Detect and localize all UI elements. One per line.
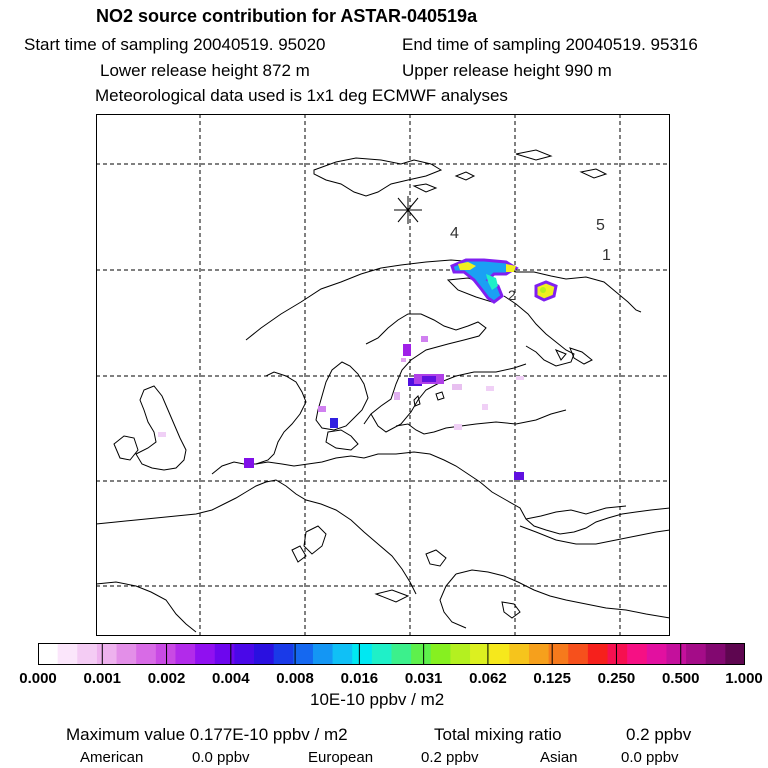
- colorbar: [38, 643, 745, 665]
- colorbar-swatch: [313, 643, 333, 665]
- colorbar-swatch: [392, 643, 412, 665]
- marker-label-5: 5: [596, 217, 605, 234]
- colorbar-swatch: [136, 643, 156, 665]
- colorbar-swatch: [431, 643, 451, 665]
- colorbar-swatch: [215, 643, 235, 665]
- colorbar-tick-label: 0.004: [212, 670, 250, 687]
- european-label: European: [308, 749, 374, 766]
- colorbar-swatch: [725, 643, 745, 665]
- colorbar-tick-label: 0.001: [83, 670, 122, 687]
- colorbar-swatch: [588, 643, 608, 665]
- colorbar-swatch: [470, 643, 490, 665]
- marker-label-4: 4: [450, 225, 459, 242]
- colorbar-swatch: [568, 643, 588, 665]
- american-value: 0.0 ppbv: [192, 749, 250, 766]
- colorbar-swatch: [352, 643, 372, 665]
- asian-value: 0.0 ppbv: [621, 749, 679, 766]
- colorbar-swatch: [372, 643, 392, 665]
- colorbar-swatch: [608, 643, 628, 665]
- colorbar-swatch: [156, 643, 176, 665]
- total-mixing-ratio-label: Total mixing ratio: [434, 725, 562, 744]
- total-mixing-ratio-value: 0.2 ppbv: [626, 725, 692, 744]
- end-time-text: End time of sampling 20040519. 95316: [402, 35, 698, 54]
- map-frame: [97, 115, 670, 636]
- colorbar-swatch: [333, 643, 353, 665]
- colorbar-swatch: [38, 643, 58, 665]
- colorbar-tick-label: 0.016: [340, 670, 379, 687]
- marker-label-2: 2: [508, 287, 516, 303]
- asian-label: Asian: [540, 749, 578, 766]
- maximum-value-text: Maximum value 0.177E-10 ppbv / m2: [66, 725, 348, 744]
- colorbar-tick-label: 0.125: [533, 670, 571, 687]
- colorbar-tick-label: 0.008: [276, 670, 314, 687]
- colorbar-tick-label: 1.000: [725, 670, 763, 687]
- colorbar-tick-label: 0.062: [469, 670, 507, 687]
- colorbar-swatch: [254, 643, 274, 665]
- colorbar-tick-label: 0.031: [404, 670, 443, 687]
- american-label: American: [80, 749, 144, 766]
- colorbar-swatch: [58, 643, 78, 665]
- colorbar-swatch: [549, 643, 569, 665]
- colorbar-swatch: [706, 643, 726, 665]
- colorbar-tick-label: 0.500: [661, 670, 700, 687]
- colorbar-swatch: [647, 643, 667, 665]
- colorbar-swatch: [529, 643, 549, 665]
- colorbar-swatch: [509, 643, 529, 665]
- colorbar-swatch: [411, 643, 431, 665]
- colorbar-swatch: [117, 643, 137, 665]
- colorbar-swatch: [97, 643, 117, 665]
- start-time-text: Start time of sampling 20040519. 95020: [24, 35, 326, 54]
- upper-height-text: Upper release height 990 m: [402, 61, 612, 80]
- colorbar-swatch: [234, 643, 254, 665]
- colorbar-swatch: [666, 643, 686, 665]
- marker-label-1: 1: [602, 247, 611, 264]
- colorbar-swatch: [686, 643, 706, 665]
- colorbar-swatch: [450, 643, 470, 665]
- colorbar-tick-label: 0.000: [19, 670, 57, 687]
- colorbar-tick-label: 0.250: [597, 670, 636, 687]
- colorbar-swatch: [195, 643, 215, 665]
- colorbar-swatch: [293, 643, 313, 665]
- colorbar-unit: 10E-10 ppbv / m2: [310, 690, 445, 709]
- map-panel: [96, 114, 670, 636]
- lower-height-text: Lower release height 872 m: [100, 61, 310, 80]
- colorbar-swatch: [274, 643, 294, 665]
- european-value: 0.2 ppbv: [421, 749, 479, 766]
- colorbar-swatch: [627, 643, 647, 665]
- met-data-text: Meteorological data used is 1x1 deg ECMWF analyses: [95, 86, 508, 105]
- plot-title: NO2 source contribution for ASTAR-040519a: [96, 6, 478, 26]
- colorbar-swatch: [490, 643, 510, 665]
- colorbar-swatch: [77, 643, 97, 665]
- colorbar-swatch: [175, 643, 195, 665]
- colorbar-tick-label: 0.002: [147, 670, 186, 687]
